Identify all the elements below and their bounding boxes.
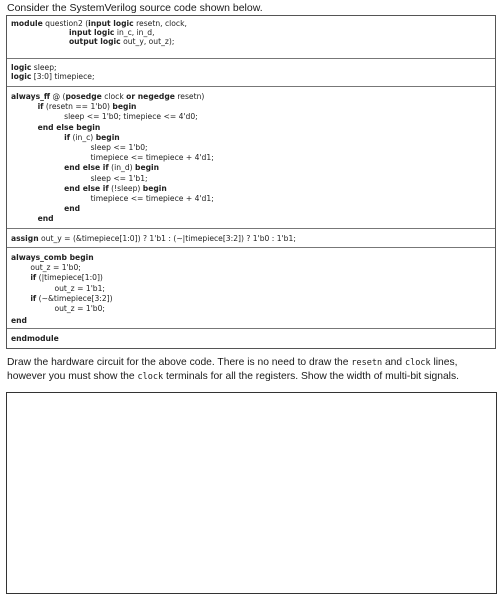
code-line: logic [3:0] timepiece; [11,72,95,81]
code-line: assign out_y = (&timepiece[1:0]) ? 1'b1 : (~|timepiece[3:2]) ? 1'b0 : 1'b1; [11,234,296,243]
intro-text: Consider the SystemVerilog source code shown below. [7,2,263,14]
question-text: Draw the hardware circuit for the above code. There is no need to draw the resetn and clock lines, however you must show the clock terminals for all the registers. Show the width of multi-bit signals. [7,357,459,382]
code-line: endmodule [11,334,59,343]
code-line: timepiece <= timepiece + 4'd1; [90,153,214,163]
code-line: out_z = 1'b0; [30,263,81,273]
code-line: if (in_c) begin [64,132,120,142]
code-line: end [37,214,54,224]
code-line: end else if (in_d) begin [64,163,160,173]
code-line: if (|timepiece[1:0]) [30,273,103,283]
code-line: if (resetn == 1'b0) begin [37,102,137,112]
code-line: output logic out_y, out_z); [68,37,175,46]
code-separator [7,228,495,229]
code-line: always_ff @ (posedge clock or negedge resetn) [11,92,205,101]
code-line: always_comb begin [11,253,94,262]
code-line: module question2 (input logic resetn, clock, [11,19,187,28]
code-separator [7,58,495,59]
code-line: logic sleep; [11,63,57,72]
code-line: if (~&timepiece[3:2]) [30,293,113,303]
code-separator [7,247,495,248]
code-line: end [11,316,27,325]
code-line: end else begin [37,122,101,132]
code-line: out_z = 1'b1; [54,283,105,293]
code-line: out_z = 1'b0; [54,304,105,313]
code-line: sleep <= 1'b1; [90,173,148,183]
code-line: timepiece <= timepiece + 4'd1; [90,194,214,203]
answer-box[interactable] [6,392,497,594]
code-listing [6,15,496,349]
code-separator [7,86,495,87]
code-line: sleep <= 1'b0; [90,143,148,152]
code-separator [7,328,495,329]
code-line: end [64,204,81,214]
code-line: end else if (!sleep) begin [64,183,167,193]
code-line: input logic in_c, in_d, [68,28,155,37]
code-line: sleep <= 1'b0; timepiece <= 4'd0; [64,112,198,122]
